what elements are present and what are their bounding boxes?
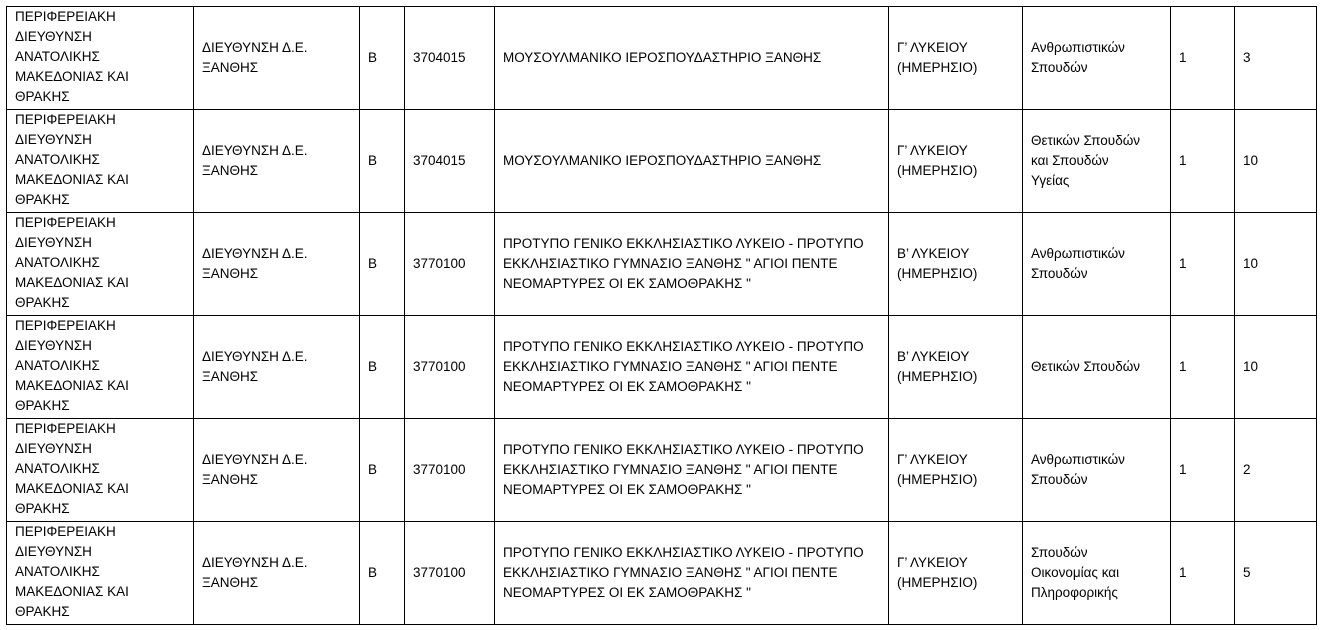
grade-cell-line: Γ’ ΛΥΚΕΙΟΥ bbox=[897, 452, 968, 467]
school-name-cell bbox=[495, 316, 889, 419]
orientation-cell-line: Θετικών Σπουδών bbox=[1031, 133, 1140, 148]
sections-cell bbox=[1171, 419, 1235, 522]
directorate-cell bbox=[194, 213, 360, 316]
sections-cell bbox=[1171, 316, 1235, 419]
orientation-cell-line: Ανθρωπιστικών bbox=[1031, 452, 1125, 467]
students-cell-text: 10 bbox=[1243, 153, 1259, 168]
orientation-cell-line: Θετικών Σπουδών bbox=[1031, 359, 1140, 374]
region-cell-line: ΔΙΕΥΘΥΝΣΗ bbox=[15, 132, 92, 147]
region-cell-line: ΘΡΑΚΗΣ bbox=[15, 604, 70, 619]
school-code-cell bbox=[405, 316, 495, 419]
grade-cell bbox=[889, 522, 1023, 625]
region-cell-line: ΠΕΡΙΦΕΡΕΙΑΚΗ bbox=[15, 318, 116, 333]
students-cell-text: 5 bbox=[1243, 565, 1251, 580]
school-code-cell bbox=[405, 7, 495, 110]
grade-cell-line: Γ’ ΛΥΚΕΙΟΥ bbox=[897, 143, 968, 158]
directorate-cell-line: ΞΑΝΘΗΣ bbox=[202, 575, 259, 590]
orientation-cell-line: Πληροφορικής bbox=[1031, 585, 1118, 600]
table-body bbox=[7, 7, 1317, 625]
students-cell bbox=[1235, 213, 1317, 316]
orientation-cell-line: Σπουδών bbox=[1031, 472, 1088, 487]
region-cell-line: ΔΙΕΥΘΥΝΣΗ bbox=[15, 544, 92, 559]
region-cell-line: ΑΝΑΤΟΛΙΚΗΣ bbox=[15, 564, 100, 579]
grade-cell-line: Β’ ΛΥΚΕΙΟΥ bbox=[897, 246, 970, 261]
school-name-cell-line: ΕΚΚΛΗΣΙΑΣΤΙΚΟ ΓΥΜΝΑΣΙΟ ΞΑΝΘΗΣ " ΑΓΙΟΙ ΠΕΝΤΕ bbox=[503, 256, 838, 271]
grade-cell-line: Β’ ΛΥΚΕΙΟΥ bbox=[897, 349, 970, 364]
school-name-cell-line: ΝΕΟΜΑΡΤΥΡΕΣ ΟΙ ΕΚ ΣΑΜΟΘΡΑΚΗΣ " bbox=[503, 276, 751, 291]
directorate-cell-line: ΔΙΕΥΘΥΝΣΗ Δ.Ε. bbox=[202, 143, 308, 158]
directorate-cell-line: ΔΙΕΥΘΥΝΣΗ Δ.Ε. bbox=[202, 555, 308, 570]
school-name-cell-line: ΠΡΟΤΥΠΟ ΓΕΝΙΚΟ ΕΚΚΛΗΣΙΑΣΤΙΚΟ ΛΥΚΕΙΟ - ΠΡΟΤΥΠΟ bbox=[503, 545, 864, 560]
directorate-cell bbox=[194, 316, 360, 419]
directorate-cell-line: ΔΙΕΥΘΥΝΣΗ Δ.Ε. bbox=[202, 246, 308, 261]
directorate-cell bbox=[194, 7, 360, 110]
grade-cell-line: (ΗΜΕΡΗΣΙΟ) bbox=[897, 472, 978, 487]
school-name-cell-line: ΠΡΟΤΥΠΟ ΓΕΝΙΚΟ ΕΚΚΛΗΣΙΑΣΤΙΚΟ ΛΥΚΕΙΟ - ΠΡΟΤΥΠΟ bbox=[503, 442, 864, 457]
category-cell bbox=[360, 316, 405, 419]
students-cell-text: 10 bbox=[1243, 359, 1259, 374]
region-cell-line: ΑΝΑΤΟΛΙΚΗΣ bbox=[15, 49, 100, 64]
grade-cell-line: Γ’ ΛΥΚΕΙΟΥ bbox=[897, 40, 968, 55]
school-code-cell-text: 3704015 bbox=[413, 50, 466, 65]
students-cell-text: 10 bbox=[1243, 256, 1259, 271]
region-cell-line: ΜΑΚΕΔΟΝΙΑΣ ΚΑΙ bbox=[15, 69, 129, 84]
region-cell-line: ΔΙΕΥΘΥΝΣΗ bbox=[15, 441, 92, 456]
region-cell-line: ΜΑΚΕΔΟΝΙΑΣ ΚΑΙ bbox=[15, 172, 129, 187]
category-cell-text: Β bbox=[368, 50, 378, 65]
orientation-cell-line: Ανθρωπιστικών bbox=[1031, 40, 1125, 55]
orientation-cell-line: Οικονομίας και bbox=[1031, 565, 1120, 580]
grade-cell-line: (ΗΜΕΡΗΣΙΟ) bbox=[897, 60, 978, 75]
category-cell bbox=[360, 7, 405, 110]
students-cell bbox=[1235, 522, 1317, 625]
school-code-cell-text: 3770100 bbox=[413, 462, 466, 477]
category-cell bbox=[360, 110, 405, 213]
directorate-cell-line: ΞΑΝΘΗΣ bbox=[202, 369, 259, 384]
region-cell bbox=[7, 7, 194, 110]
table-row bbox=[7, 419, 1317, 522]
sections-cell-text: 1 bbox=[1179, 153, 1187, 168]
school-code-cell bbox=[405, 522, 495, 625]
students-cell bbox=[1235, 7, 1317, 110]
directorate-cell bbox=[194, 522, 360, 625]
grade-cell bbox=[889, 213, 1023, 316]
category-cell bbox=[360, 522, 405, 625]
school-code-cell bbox=[405, 419, 495, 522]
region-cell-line: ΘΡΑΚΗΣ bbox=[15, 89, 70, 104]
orientation-cell bbox=[1023, 7, 1171, 110]
category-cell bbox=[360, 213, 405, 316]
school-code-cell-text: 3770100 bbox=[413, 359, 466, 374]
grade-cell bbox=[889, 419, 1023, 522]
table-row bbox=[7, 110, 1317, 213]
directorate-cell-line: ΞΑΝΘΗΣ bbox=[202, 472, 259, 487]
directorate-cell-line: ΔΙΕΥΘΥΝΣΗ Δ.Ε. bbox=[202, 349, 308, 364]
school-code-cell bbox=[405, 213, 495, 316]
directorate-cell-line: ΔΙΕΥΘΥΝΣΗ Δ.Ε. bbox=[202, 452, 308, 467]
region-cell-line: ΑΝΑΤΟΛΙΚΗΣ bbox=[15, 255, 100, 270]
sections-cell bbox=[1171, 522, 1235, 625]
document-page bbox=[6, 6, 1317, 625]
table-row bbox=[7, 316, 1317, 419]
category-cell bbox=[360, 419, 405, 522]
orientation-cell-line: Υγείας bbox=[1031, 173, 1070, 188]
school-code-cell-text: 3770100 bbox=[413, 256, 466, 271]
category-cell-text: Β bbox=[368, 359, 378, 374]
directorate-cell-line: ΞΑΝΘΗΣ bbox=[202, 60, 259, 75]
school-name-cell-line: ΕΚΚΛΗΣΙΑΣΤΙΚΟ ΓΥΜΝΑΣΙΟ ΞΑΝΘΗΣ " ΑΓΙΟΙ ΠΕΝΤΕ bbox=[503, 565, 838, 580]
students-cell-text: 3 bbox=[1243, 50, 1251, 65]
region-cell-line: ΑΝΑΤΟΛΙΚΗΣ bbox=[15, 358, 100, 373]
school-name-cell-line: ΠΡΟΤΥΠΟ ΓΕΝΙΚΟ ΕΚΚΛΗΣΙΑΣΤΙΚΟ ΛΥΚΕΙΟ - ΠΡΟΤΥΠΟ bbox=[503, 236, 864, 251]
category-cell-text: Β bbox=[368, 256, 378, 271]
orientation-cell-line: Σπουδών bbox=[1031, 60, 1088, 75]
sections-cell bbox=[1171, 7, 1235, 110]
region-cell-line: ΠΕΡΙΦΕΡΕΙΑΚΗ bbox=[15, 215, 116, 230]
region-cell-line: ΠΕΡΙΦΕΡΕΙΑΚΗ bbox=[15, 112, 116, 127]
school-name-cell-line: ΜΟΥΣΟΥΛΜΑΝΙΚΟ ΙΕΡΟΣΠΟΥΔΑΣΤΗΡΙΟ ΞΑΝΘΗΣ bbox=[503, 50, 822, 65]
orientation-cell bbox=[1023, 110, 1171, 213]
region-cell bbox=[7, 110, 194, 213]
sections-cell bbox=[1171, 213, 1235, 316]
orientation-cell bbox=[1023, 316, 1171, 419]
grade-cell-line: Γ’ ΛΥΚΕΙΟΥ bbox=[897, 555, 968, 570]
orientation-cell-line: Ανθρωπιστικών bbox=[1031, 246, 1125, 261]
sections-cell bbox=[1171, 110, 1235, 213]
region-cell bbox=[7, 316, 194, 419]
region-cell-line: ΜΑΚΕΔΟΝΙΑΣ ΚΑΙ bbox=[15, 481, 129, 496]
school-name-cell-line: ΠΡΟΤΥΠΟ ΓΕΝΙΚΟ ΕΚΚΛΗΣΙΑΣΤΙΚΟ ΛΥΚΕΙΟ - ΠΡΟΤΥΠΟ bbox=[503, 339, 864, 354]
school-name-cell bbox=[495, 7, 889, 110]
grade-cell bbox=[889, 110, 1023, 213]
grade-cell bbox=[889, 7, 1023, 110]
region-cell-line: ΘΡΑΚΗΣ bbox=[15, 295, 70, 310]
region-cell-line: ΠΕΡΙΦΕΡΕΙΑΚΗ bbox=[15, 524, 116, 539]
sections-cell-text: 1 bbox=[1179, 565, 1187, 580]
orientation-cell-line: και Σπουδών bbox=[1031, 153, 1109, 168]
school-name-cell-line: ΝΕΟΜΑΡΤΥΡΕΣ ΟΙ ΕΚ ΣΑΜΟΘΡΑΚΗΣ " bbox=[503, 585, 751, 600]
category-cell-text: Β bbox=[368, 462, 378, 477]
school-name-cell-line: ΝΕΟΜΑΡΤΥΡΕΣ ΟΙ ΕΚ ΣΑΜΟΘΡΑΚΗΣ " bbox=[503, 379, 751, 394]
grade-cell bbox=[889, 316, 1023, 419]
region-cell-line: ΔΙΕΥΘΥΝΣΗ bbox=[15, 29, 92, 44]
grade-cell-line: (ΗΜΕΡΗΣΙΟ) bbox=[897, 369, 978, 384]
region-cell-line: ΔΙΕΥΘΥΝΣΗ bbox=[15, 235, 92, 250]
table-row bbox=[7, 522, 1317, 625]
students-cell bbox=[1235, 316, 1317, 419]
school-name-cell bbox=[495, 213, 889, 316]
school-code-cell bbox=[405, 110, 495, 213]
region-cell-line: ΑΝΑΤΟΛΙΚΗΣ bbox=[15, 152, 100, 167]
orientation-cell-line: Σπουδών bbox=[1031, 545, 1088, 560]
directorate-cell-line: ΔΙΕΥΘΥΝΣΗ Δ.Ε. bbox=[202, 40, 308, 55]
school-name-cell-line: ΕΚΚΛΗΣΙΑΣΤΙΚΟ ΓΥΜΝΑΣΙΟ ΞΑΝΘΗΣ " ΑΓΙΟΙ ΠΕΝΤΕ bbox=[503, 359, 838, 374]
region-cell bbox=[7, 522, 194, 625]
region-cell-line: ΑΝΑΤΟΛΙΚΗΣ bbox=[15, 461, 100, 476]
sections-cell-text: 1 bbox=[1179, 256, 1187, 271]
school-code-cell-text: 3704015 bbox=[413, 153, 466, 168]
directorate-cell-line: ΞΑΝΘΗΣ bbox=[202, 266, 259, 281]
school-name-cell-line: ΝΕΟΜΑΡΤΥΡΕΣ ΟΙ ΕΚ ΣΑΜΟΘΡΑΚΗΣ " bbox=[503, 482, 751, 497]
school-name-cell-line: ΜΟΥΣΟΥΛΜΑΝΙΚΟ ΙΕΡΟΣΠΟΥΔΑΣΤΗΡΙΟ ΞΑΝΘΗΣ bbox=[503, 153, 822, 168]
students-cell bbox=[1235, 419, 1317, 522]
category-cell-text: Β bbox=[368, 565, 378, 580]
orientation-cell bbox=[1023, 522, 1171, 625]
grade-cell-line: (ΗΜΕΡΗΣΙΟ) bbox=[897, 575, 978, 590]
region-cell bbox=[7, 419, 194, 522]
region-cell-line: ΜΑΚΕΔΟΝΙΑΣ ΚΑΙ bbox=[15, 378, 129, 393]
school-name-cell bbox=[495, 419, 889, 522]
school-name-cell-line: ΕΚΚΛΗΣΙΑΣΤΙΚΟ ΓΥΜΝΑΣΙΟ ΞΑΝΘΗΣ " ΑΓΙΟΙ ΠΕΝΤΕ bbox=[503, 462, 838, 477]
category-cell-text: Β bbox=[368, 153, 378, 168]
students-cell bbox=[1235, 110, 1317, 213]
region-cell-line: ΠΕΡΙΦΕΡΕΙΑΚΗ bbox=[15, 9, 116, 24]
grade-cell-line: (ΗΜΕΡΗΣΙΟ) bbox=[897, 163, 978, 178]
region-cell-line: ΜΑΚΕΔΟΝΙΑΣ ΚΑΙ bbox=[15, 584, 129, 599]
region-cell-line: ΘΡΑΚΗΣ bbox=[15, 398, 70, 413]
school-name-cell bbox=[495, 110, 889, 213]
students-cell-text: 2 bbox=[1243, 462, 1251, 477]
school-name-cell bbox=[495, 522, 889, 625]
grade-cell-line: (ΗΜΕΡΗΣΙΟ) bbox=[897, 266, 978, 281]
schools-table bbox=[6, 6, 1317, 625]
region-cell-line: ΠΕΡΙΦΕΡΕΙΑΚΗ bbox=[15, 421, 116, 436]
orientation-cell bbox=[1023, 419, 1171, 522]
region-cell-line: ΔΙΕΥΘΥΝΣΗ bbox=[15, 338, 92, 353]
sections-cell-text: 1 bbox=[1179, 462, 1187, 477]
table-row bbox=[7, 7, 1317, 110]
orientation-cell-line: Σπουδών bbox=[1031, 266, 1088, 281]
directorate-cell bbox=[194, 110, 360, 213]
directorate-cell-line: ΞΑΝΘΗΣ bbox=[202, 163, 259, 178]
region-cell bbox=[7, 213, 194, 316]
region-cell-line: ΘΡΑΚΗΣ bbox=[15, 192, 70, 207]
directorate-cell bbox=[194, 419, 360, 522]
region-cell-line: ΜΑΚΕΔΟΝΙΑΣ ΚΑΙ bbox=[15, 275, 129, 290]
sections-cell-text: 1 bbox=[1179, 50, 1187, 65]
school-code-cell-text: 3770100 bbox=[413, 565, 466, 580]
sections-cell-text: 1 bbox=[1179, 359, 1187, 374]
region-cell-line: ΘΡΑΚΗΣ bbox=[15, 501, 70, 516]
orientation-cell bbox=[1023, 213, 1171, 316]
table-row bbox=[7, 213, 1317, 316]
